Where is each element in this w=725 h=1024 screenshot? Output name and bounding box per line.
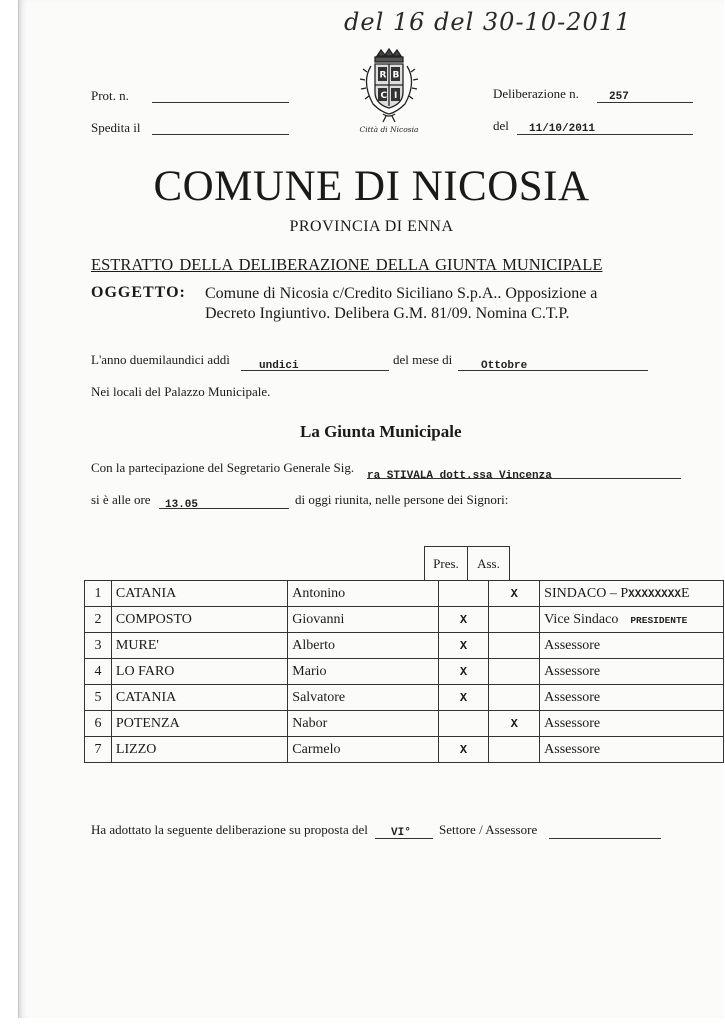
deliberazione-date: 11/10/2011 (529, 123, 596, 135)
row-number (85, 711, 112, 737)
assessore-line (549, 838, 661, 839)
member-surname-text: POTENZA (115, 715, 180, 731)
present-mark-text: X (459, 690, 468, 705)
role-stamp: PRESIDENTE (630, 614, 688, 626)
member-role (540, 711, 724, 737)
city-crest-icon (353, 48, 425, 134)
member-role-text: Assessore (544, 637, 601, 653)
member-role-text: Assessore (544, 663, 601, 679)
session-month: Ottobre (481, 360, 528, 372)
present-mark (438, 711, 489, 737)
row-number (85, 685, 112, 711)
spedita-line (152, 134, 289, 135)
row-number-text: 3 (94, 637, 102, 653)
deliberazione-label: Deliberazione n. (493, 86, 579, 101)
absent-mark-text: X (510, 716, 518, 731)
member-name-text: Salvatore (292, 689, 346, 705)
row-number (85, 633, 112, 659)
member-role-text: SINDACO – P (544, 585, 629, 601)
role-tail: E (680, 585, 690, 601)
year-label: L'anno duemilaundici addì (91, 352, 230, 367)
footer-text-before: Ha adottato la seguente deliberazione su proposta del (91, 822, 368, 837)
table-row (85, 581, 724, 607)
member-name (288, 633, 438, 659)
giunta-heading: La Giunta Municipale (300, 422, 462, 441)
table-row (85, 633, 724, 659)
session-place: Nei locali del Palazzo Municipale. (91, 384, 271, 399)
member-surname-text: COMPOSTO (115, 611, 192, 627)
row-number-text: 5 (94, 689, 102, 705)
absent-mark (489, 607, 540, 633)
row-number-text: 4 (94, 663, 102, 679)
member-name-text: Carmelo (292, 741, 341, 757)
crest-caption: Città di Nicosia (359, 125, 419, 134)
time-value: 13.05 (165, 499, 199, 511)
member-name (288, 685, 438, 711)
member-surname-text: CATANIA (115, 585, 177, 601)
role-overtype: XXXXXXXX (628, 588, 681, 601)
member-role (540, 607, 724, 633)
present-mark-text: X (459, 664, 468, 679)
member-surname-text: LIZZO (115, 741, 157, 757)
members-table (84, 580, 724, 763)
present-mark-text: X (459, 742, 468, 757)
member-role (540, 685, 724, 711)
secretary-name: ra STIVALA dott.ssa Vincenza (367, 470, 552, 482)
absent-mark (489, 581, 540, 607)
member-surname (111, 711, 287, 737)
member-name (288, 737, 438, 763)
member-name (288, 607, 438, 633)
row-number-text: 6 (94, 715, 102, 731)
member-name (288, 659, 438, 685)
row-number-text: 2 (94, 611, 102, 627)
time-suffix: di oggi riunita, nelle persone dei Signori: (295, 492, 509, 507)
session-day: undici (259, 360, 299, 372)
member-surname (111, 633, 287, 659)
member-surname (111, 607, 287, 633)
row-number (85, 607, 112, 633)
prot-line (152, 102, 289, 103)
col-header-present: Pres. (425, 547, 468, 581)
member-name-text: Mario (292, 663, 327, 679)
month-label: del mese di (393, 352, 453, 367)
present-mark (438, 737, 489, 763)
member-surname (111, 659, 287, 685)
row-number-text: 1 (94, 585, 102, 601)
table-row (85, 659, 724, 685)
member-role-text: Vice Sindaco (544, 611, 619, 627)
present-mark-text: X (459, 638, 468, 653)
row-number (85, 581, 112, 607)
table-row (85, 607, 724, 633)
subject-line-2: Decreto Ingiuntivo. Delibera G.M. 81/09. Nomina C.T.P. (205, 305, 570, 322)
member-name-text: Giovanni (292, 611, 345, 627)
member-role (540, 659, 724, 685)
absent-mark (489, 659, 540, 685)
crest-letter: I (394, 91, 398, 101)
member-name-text: Nabor (292, 715, 328, 731)
crest-letter: B (392, 70, 400, 81)
member-role-text: Assessore (544, 689, 601, 705)
del-label: del (493, 118, 509, 133)
table-row (85, 737, 724, 763)
sector-value: VI° (391, 827, 411, 839)
member-role (540, 581, 724, 607)
member-name (288, 711, 438, 737)
present-mark (438, 659, 489, 685)
absent-mark (489, 685, 540, 711)
time-label: si è alle ore (91, 492, 151, 507)
present-mark-text: X (459, 612, 468, 627)
row-number (85, 737, 112, 763)
member-role (540, 737, 724, 763)
subject-line-1: Comune di Nicosia c/Credito Siciliano S.p.A.. Opposizione a (205, 285, 598, 302)
footer-text-after: Settore / Assessore (439, 822, 538, 837)
crest-letter: C (380, 91, 388, 101)
prot-label: Prot. n. (91, 88, 129, 103)
row-number-text: 7 (94, 741, 102, 757)
member-role-text: Assessore (544, 741, 601, 757)
handwritten-note: del 16 del 30-10-2011 (344, 8, 632, 36)
member-name-text: Antonino (292, 585, 346, 601)
member-surname (111, 685, 287, 711)
col-header-absent: Ass. (477, 556, 500, 571)
member-role-text: Assessore (544, 715, 601, 731)
member-surname-text: CATANIA (115, 689, 177, 705)
member-surname-text: LO FARO (115, 663, 175, 679)
province-heading: PROVINCIA DI ENNA (289, 218, 454, 235)
absent-mark (489, 711, 540, 737)
spedita-label: Spedita il (91, 120, 141, 135)
secretary-label: Con la partecipazione del Segretario Generale Sig. (91, 460, 355, 475)
present-mark (438, 607, 489, 633)
extract-heading: ESTRATTO DELLA DELIBERAZIONE DELLA GIUNTA MUNICIPALE (91, 255, 603, 274)
member-name-text: Alberto (292, 637, 336, 653)
present-mark (438, 633, 489, 659)
document-page (18, 0, 724, 1018)
present-mark (438, 685, 489, 711)
absent-mark-text: X (510, 586, 518, 601)
page-title: COMUNE DI NICOSIA (153, 163, 590, 210)
member-surname-text: MURE' (115, 637, 159, 653)
member-surname (111, 581, 287, 607)
member-surname (111, 737, 287, 763)
member-name (288, 581, 438, 607)
absent-mark (489, 737, 540, 763)
row-number (85, 659, 112, 685)
table-header-box (424, 546, 510, 581)
subject-label: OGGETTO: (91, 284, 186, 301)
crest-letter: R (379, 70, 387, 81)
deliberazione-number: 257 (609, 91, 629, 103)
table-row (85, 685, 724, 711)
member-role (540, 633, 724, 659)
table-row (85, 711, 724, 737)
present-mark (438, 581, 489, 607)
absent-mark (489, 633, 540, 659)
